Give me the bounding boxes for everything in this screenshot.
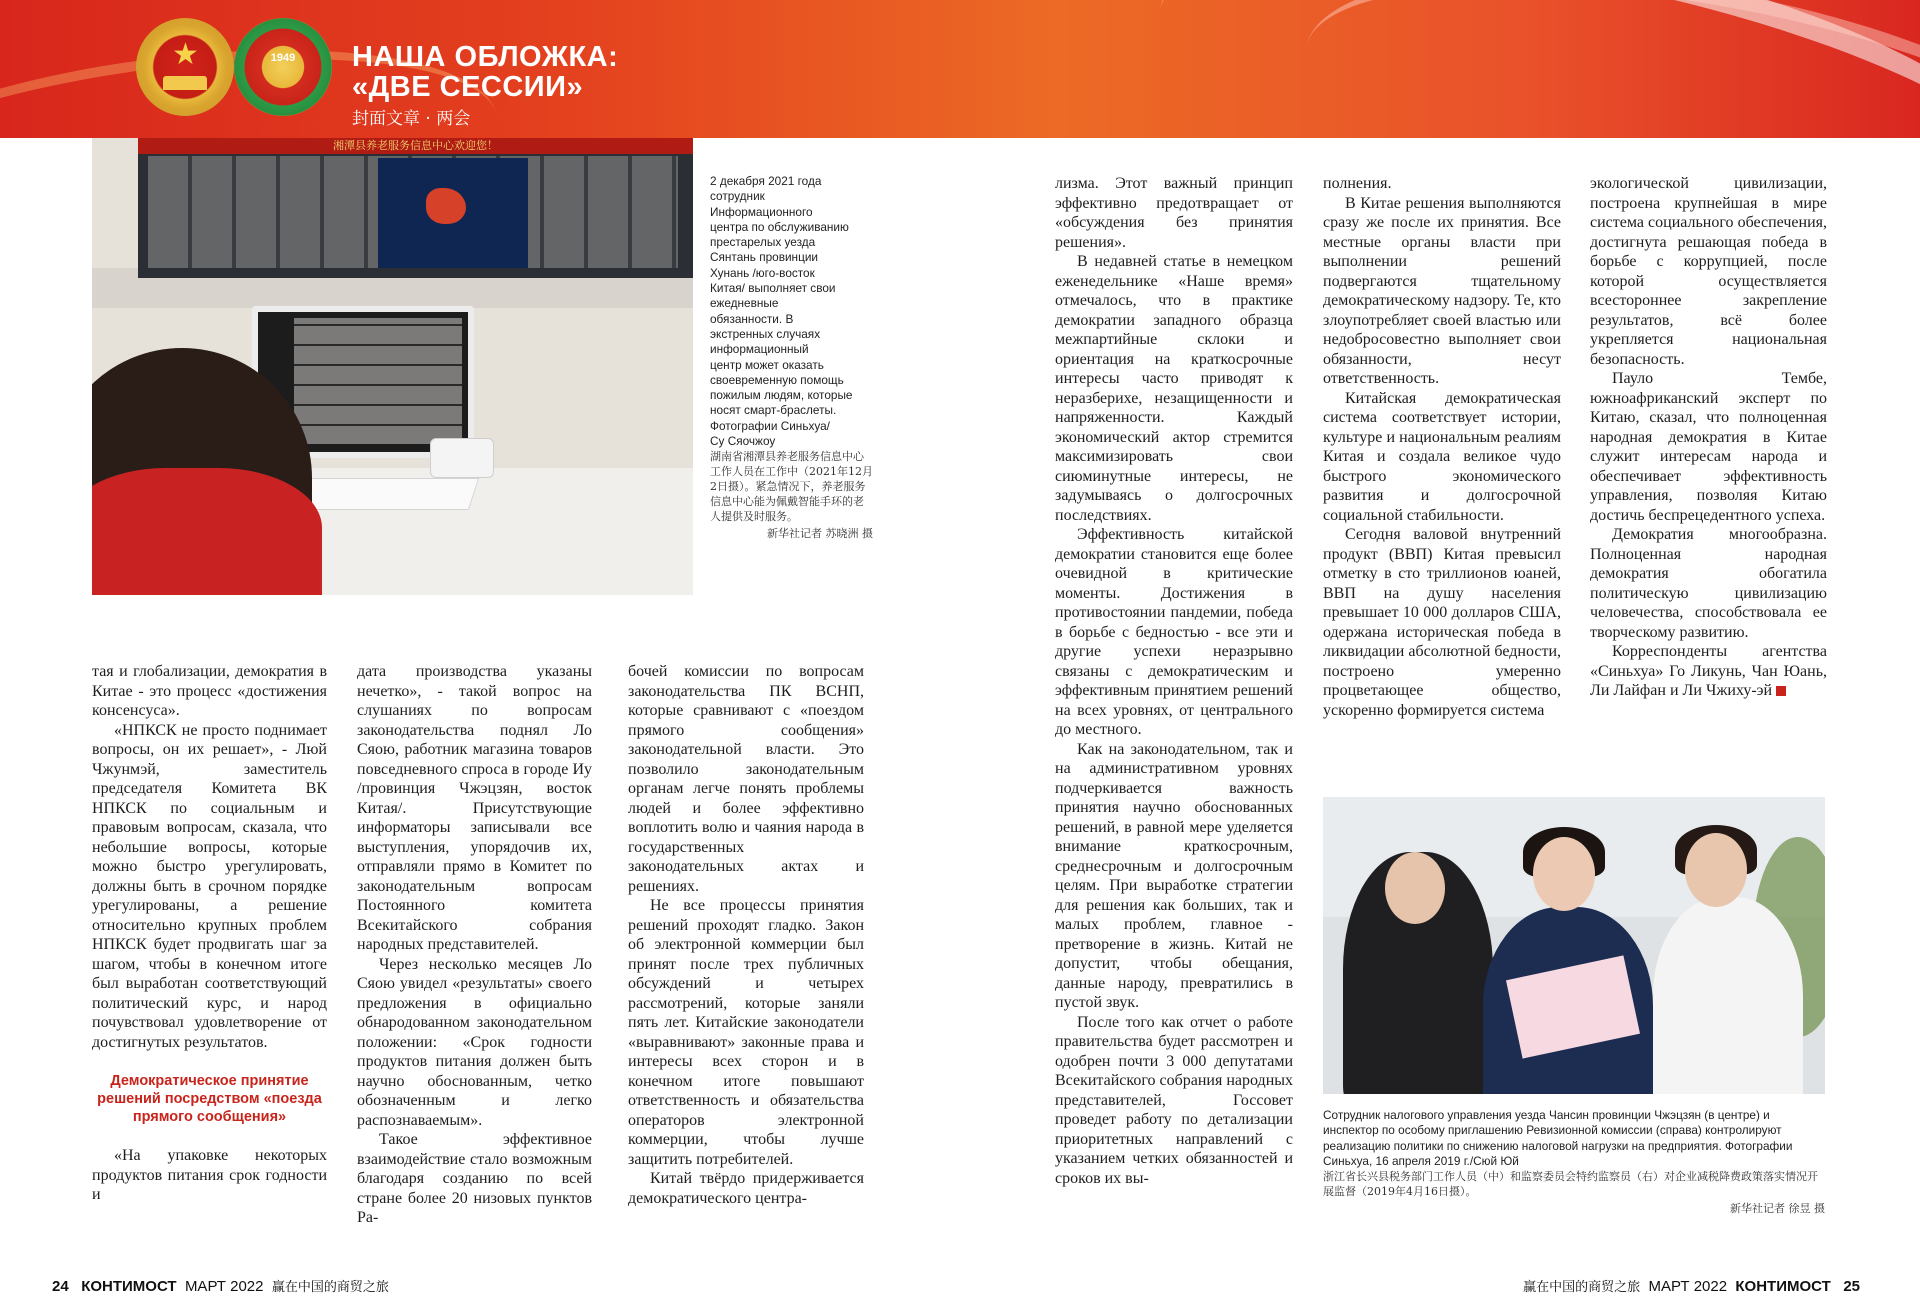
banner-ribbon-inner: [1284, 0, 1920, 138]
photo-tax-inspection: [1323, 797, 1825, 1094]
paragraph: Пауло Тембе, южноафриканский эксперт по Китаю, сказал, что полноценная народная демократия в Китае служит интересам народа и обеспечивает эффективность управления, позволяя Китаю достичь беспрецедентного успеха.: [1590, 370, 1827, 524]
paragraph: Сегодня валовой внутренний продукт (ВВП) Китая превысил отметку в сто триллионов юаней, ВВП на душу населения превышает 10 000 долларов США, одержана историческая победа в ликвидации абсолютной бедности, построено умеренно процветающее общество, ускоренно формируется система: [1323, 526, 1561, 719]
paragraph: полнения.: [1323, 175, 1392, 192]
photo-telephone: [430, 438, 494, 478]
article-column-3: [628, 662, 864, 1208]
caption-line: 2 декабря 2021 года: [710, 174, 822, 188]
caption-line: ежедневные: [710, 296, 779, 311]
slogan-right: 赢在中国的商贸之旅: [1523, 1280, 1641, 1295]
photo-person-right: [1653, 897, 1803, 1094]
caption-line: центра по обслуживанию: [710, 219, 849, 234]
paragraph: Через несколько месяцев Ло Сяою увидел «результаты» своего предложения в официально обнародованном законодательном положении: «Срок годности продуктов питания должен быть научно обоснованным, четко обозначенным и легко распознаваемым».: [357, 955, 592, 1129]
byline: Корреспонденты агентства «Синьхуа» Го Ликунь, Чан Юань, Ли Лайфан и Ли Чжиху-эй: [1590, 643, 1827, 699]
caption-line: пожилым людям, которые: [710, 388, 853, 403]
paragraph: Китай твёрдо придерживается демократического центра-: [628, 1170, 864, 1207]
photo-person-right-face: [1685, 833, 1747, 907]
paragraph: Как на законодательном, так и на административном уровнях подчеркивается важность принятия научно обоснованных решений, в равной мере уделяется внимание краткосрочным, среднесрочным и долгосрочным целям. При выработке стратегии для решения как больших, так и малых проблем, главное - претворение в жизнь. Китай не допустит, чтобы обещания, данные народу, превратились в пустой звук.: [1055, 740, 1293, 1011]
paragraph: [1590, 642, 1827, 701]
video-wall: [138, 138, 693, 278]
caption-photo1-zh: 湖南省湘潭县养老服务信息中心工作人员在工作中（2021年12月2日摄）。紧急情况下，养老服务信息中心能为佩戴智能手环的老人提供及时服务。: [710, 450, 873, 524]
caption-line: экстренных случаях: [710, 326, 821, 341]
caption-photo2-zh: 浙江省长兴县税务部门工作人员（中）和监察委员会特约监察员（右）对企业减税降费政策落实情况开展监督（2019年4月16日摄）。: [1323, 1170, 1818, 1199]
welcome-banner: [138, 138, 693, 154]
paragraph: экологической цивилизации, построена крупнейшая в мире система социального обеспечения, достигнута решающая победа в борьбе с коррупцией, после которой осуществляется всестороннее закрепление результатов, всё более укрепляется национальная безопасность.: [1590, 175, 1827, 368]
caption-photo2: [1323, 1108, 1825, 1216]
caption-line: своевременную помощь: [710, 372, 844, 387]
national-emblem-icon: [136, 18, 234, 116]
photo-monitoring-center: [92, 138, 693, 595]
photo-person-center-face: [1533, 837, 1595, 911]
paragraph: тая и глобализации, демократия в Китае - это процесс «достижения консенсуса».: [92, 663, 327, 719]
monitor-screen: [294, 318, 462, 444]
paragraph: В недавней статье в немецком еженедельнике «Наше время» отмечалось, что в практике демократии западного образца межпартийные склоки и ориентация на краткосрочные интересы часто приводят к неразберихе, незащищенности и напряженности. Каждый экономический актор стремится максимизировать свои сиюминутные интересы, не задумываясь о долгосрочных последствиях.: [1055, 253, 1293, 524]
caption-line: Сянтань провинции: [710, 250, 819, 265]
issue-date-right: МАРТ 2022: [1648, 1278, 1728, 1295]
paragraph: дата производства указаны нечетко», - такой вопрос на слушаниях по вопросам законодательства поднял Ло Сяою, работник магазина товаров повседневного спроса в городе Иу /провинция Чжэцзян, восток Китая/. Присутствующие информаторы записывали все выступления, упорядочив их, отправляли прямо в Комитет по законодательным вопросам Постоянного комитета Всекитайского собрания народных представителей.: [357, 663, 592, 953]
section-heading: Демократическое принятие решений посредством «поезда прямого сообщения»: [97, 1073, 322, 1125]
paragraph: После того как отчет о работе правительства будет рассмотрен и одобрен почти 3 000 депутатами Всекитайского собрания народных представителей, Госсовет проведет работу по детализации приоритетных направлений с указанием четких обязанностей и сроков их вы-: [1055, 1013, 1293, 1187]
emblem-year: 1949: [270, 52, 296, 64]
caption-line: сотрудник: [710, 189, 765, 204]
end-mark-icon: [1776, 686, 1786, 696]
article-column-6: [1590, 174, 1827, 701]
page-number-right: 25: [1843, 1278, 1860, 1295]
caption-line: обязанности. В: [710, 311, 794, 326]
footer-right: [1523, 1276, 1860, 1295]
welcome-banner-text: 湘潭县养老服务信息中心欢迎您！: [333, 139, 498, 152]
photo-person-left-face: [1385, 852, 1445, 924]
caption-photo1: [710, 174, 873, 542]
caption-photo1-credit: 新华社记者 苏晓洲 摄: [767, 527, 873, 541]
cover-title-line1: НАША ОБЛОЖКА:: [352, 41, 619, 73]
article-column-1: [92, 662, 327, 1205]
caption-line: Китая/ выполняет свои: [710, 281, 836, 296]
slogan-left: 赢在中国的商贸之旅: [271, 1280, 389, 1295]
caption-line: Хунань /юго-восток: [710, 265, 815, 280]
footer-left: [52, 1276, 389, 1295]
caption-line: Су Сяочжоу: [710, 434, 776, 449]
cppcc-emblem-icon: [234, 18, 332, 116]
caption-line: информационный: [710, 342, 809, 357]
article-column-2: [357, 662, 592, 1228]
gate-icon: [163, 76, 207, 90]
article-column-5: [1323, 174, 1561, 720]
paragraph: В Китае решения выполняются сразу же после их принятия. Все местные органы власти при выполнении решений подвергаются тщательному демократическому надзору. Те, кто злоупотребляет своей властью или недобросовестно выполняет свои обязанности, несут ответственность.: [1323, 194, 1561, 387]
star-icon: ★: [172, 37, 199, 72]
paragraph: Китайская демократическая система соответствует истории, культуре и национальным реалиям Китая и создала великое чудо быстрого экономического развития и долгосрочной социальной стабильности.: [1323, 389, 1561, 524]
cover-title-line2: «ДВЕ СЕССИИ»: [352, 71, 584, 103]
brand-right: КОНТИМОСТ: [1735, 1278, 1831, 1295]
page-number-left: 24: [52, 1278, 69, 1295]
caption-photo1-ru: [710, 174, 873, 449]
article-column-4: [1055, 174, 1293, 1188]
issue-date-left: МАРТ 2022: [184, 1278, 264, 1295]
paragraph: «НПКСК не просто поднимает вопросы, он их решает», - Люй Чжунмэй, заместитель председателя Комитета ВК НПКСК по социальным и правовым вопросам, сказала, что небольшие вопросы, которые можно быстро урегулировать, должны быть в срочном порядке урегулированы, а решение относительно крупных проблем НПКСК будет продвигать шаг за шагом, чтобы в конечном итоге был выработан соответствующий политический курс, и народ почувствовал удовлетворение от достигнутых результатов.: [92, 721, 327, 1051]
map-screen: [378, 158, 528, 268]
caption-photo2-ru: Сотрудник налогового управления уезда Чансин провинции Чжэцзян (в центре) и инспектор по особому приглашению Ревизионной комиссии (справа) контролируют реализацию политики по снижению налоговой нагрузки на предприятия. Фотографии Синьхуа, 16 апреля 2019 г./Сюй Юй: [1323, 1108, 1793, 1168]
photo-person-jacket: [92, 468, 322, 595]
cover-title: [352, 42, 618, 102]
paragraph: бочей комиссии по вопросам законодательства ПК ВСНП, которые сравнивают с «поездом прямого сообщения» законодательной власти. Это позволило законодательным органам легче понять проблемы людей и более эффективно воплотить волю и чаяния народа в государственных законодательных актах и решениях.: [628, 663, 864, 895]
caption-line: носят смарт-браслеты.: [710, 403, 837, 418]
paragraph: «На упаковке некоторых продуктов питания срок годности и: [92, 1147, 327, 1203]
paragraph: лизма. Этот важный принцип эффективно предотвращает от «обсуждения без принятия решения».: [1055, 175, 1293, 251]
header-banner: [0, 0, 1920, 138]
paragraph: Эффективность китайской демократии становится еще более очевидной в критические моменты. Достижения в противостоянии пандемии, победа в борьбе с бедностью - все эти и другие успехи неразрывно связаны с демократическим и эффективным принятием решений на всех уровнях, от центрального до местного.: [1055, 526, 1293, 738]
paragraph: Демократия многообразна. Полноценная народная демократия обогатила политическую цивилизацию человечества, способствовала ее творческому развитию.: [1590, 526, 1827, 641]
caption-line: престарелых уезда: [710, 235, 816, 250]
caption-photo2-credit: 新华社记者 徐昱 摄: [1730, 1202, 1825, 1216]
caption-line: Информационного: [710, 204, 813, 219]
paragraph: Такое эффективное взаимодействие стало возможным благодаря созданию по всей стране более 20 низовых пунктов Ра-: [357, 1131, 592, 1226]
cover-subtitle-zh: 封面文章 · 两会: [352, 109, 471, 129]
caption-line: Фотографии Синьхуа/: [710, 418, 830, 433]
paragraph: Не все процессы принятия решений проходят гладко. Закон об электронной коммерции был принят после трех публичных обсуждений и четырех рассмотрений, которые заняли пять лет. Китайские законодатели «выравнивают» законные права и интересы всех сторон и в конечном итоге повышают ответственность и обязательства операторов электронной коммерции, чтобы лучше защитить потребителей.: [628, 897, 864, 1168]
brand-left: КОНТИМОСТ: [81, 1278, 177, 1295]
caption-line: центр может оказать: [710, 357, 824, 372]
